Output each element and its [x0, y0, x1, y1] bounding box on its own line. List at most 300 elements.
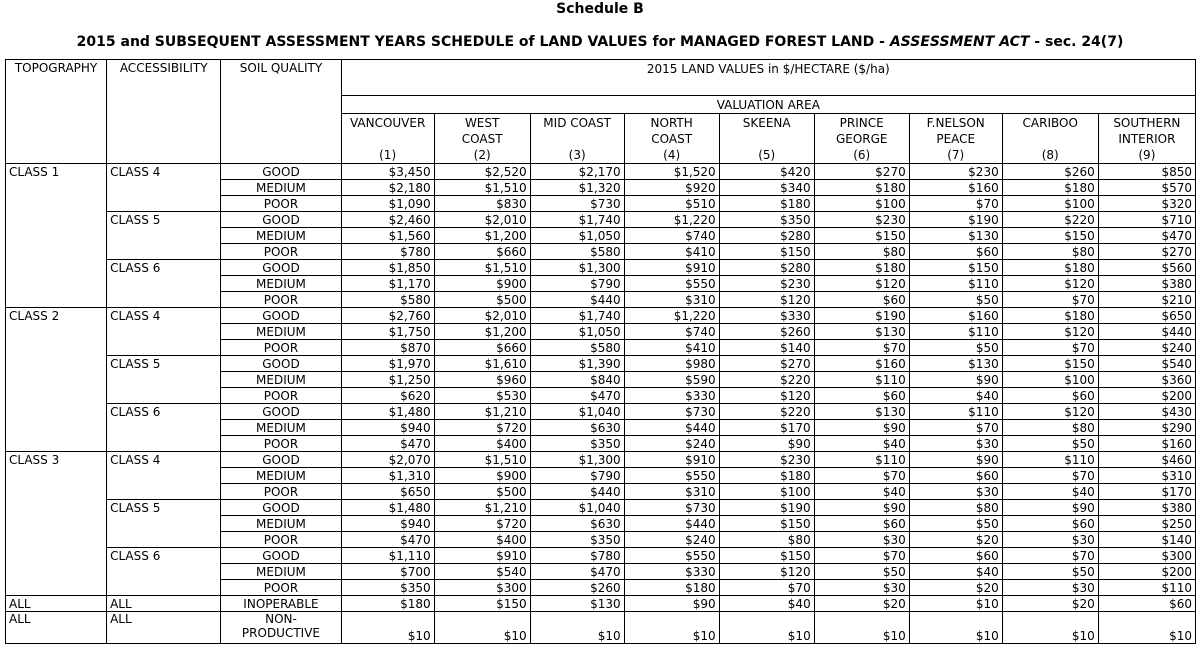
soil-line1: NON- — [265, 612, 297, 626]
value-cell: $160 — [1098, 436, 1195, 452]
value-cell: $170 — [1098, 484, 1195, 500]
value-cell: $350 — [719, 212, 814, 228]
subtitle-act-name: ASSESSMENT ACT — [889, 34, 1030, 50]
value-cell: $570 — [1098, 180, 1195, 196]
row-accessibility — [107, 564, 221, 580]
value-cell: $350 — [530, 436, 624, 452]
value-cell: $70 — [1002, 548, 1098, 564]
value-cell: $2,520 — [434, 164, 530, 180]
value-cell: $1,610 — [434, 356, 530, 372]
value-cell: $730 — [624, 404, 719, 420]
row-accessibility — [107, 580, 221, 596]
value-cell: $70 — [909, 420, 1002, 436]
value-cell: $630 — [530, 420, 624, 436]
value-cell: $130 — [909, 228, 1002, 244]
value-cell: $170 — [719, 420, 814, 436]
area-name-line1: WEST — [464, 116, 500, 130]
value-cell: $180 — [1002, 180, 1098, 196]
value-cell: $700 — [341, 564, 434, 580]
value-cell: $100 — [814, 196, 909, 212]
value-cell: $200 — [1098, 388, 1195, 404]
row-soil-quality: POOR — [221, 340, 341, 356]
value-cell: $280 — [719, 260, 814, 276]
value-cell: $10 — [434, 612, 530, 644]
row-soil-quality: POOR — [221, 244, 341, 260]
area-name-line2: GEORGE — [835, 132, 888, 146]
value-cell: $730 — [530, 196, 624, 212]
table-row — [6, 468, 1196, 484]
area-name-line2: COAST — [461, 132, 503, 146]
row-soil-quality: MEDIUM — [221, 420, 341, 436]
value-cell: $90 — [1002, 500, 1098, 516]
value-cell: $90 — [719, 436, 814, 452]
value-cell: $60 — [909, 548, 1002, 564]
table-row — [6, 292, 1196, 308]
value-cell: $1,200 — [434, 324, 530, 340]
area-name-line2 — [1006, 131, 1095, 147]
value-cell: $30 — [909, 484, 1002, 500]
value-cell: $500 — [434, 292, 530, 308]
value-cell: $1,200 — [434, 228, 530, 244]
value-cell: $320 — [1098, 196, 1195, 212]
value-cell: $440 — [530, 484, 624, 500]
value-cell: $1,170 — [341, 276, 434, 292]
area-name-line2: COAST — [651, 132, 693, 146]
row-soil-quality: GOOD — [221, 452, 341, 468]
row-topography: ALL — [6, 612, 107, 644]
value-cell: $120 — [719, 564, 814, 580]
header-area-5 — [719, 114, 814, 164]
value-cell: $1,050 — [530, 228, 624, 244]
row-accessibility: CLASS 4 — [107, 164, 221, 180]
value-cell: $470 — [341, 532, 434, 548]
table-row — [6, 244, 1196, 260]
value-cell: $200 — [1098, 564, 1195, 580]
area-number: (2) — [473, 148, 491, 162]
row-accessibility — [107, 388, 221, 404]
value-cell: $60 — [814, 292, 909, 308]
value-cell: $60 — [909, 244, 1002, 260]
value-cell: $160 — [909, 180, 1002, 196]
value-cell: $940 — [341, 516, 434, 532]
header-area-3 — [530, 114, 624, 164]
row-soil-quality: GOOD — [221, 500, 341, 516]
value-cell: $910 — [624, 260, 719, 276]
subtitle-part1: 2015 and SUBSEQUENT ASSESSMENT YEARS SCHEDULE of LAND VALUES for MANAGED FOREST LAND - — [76, 34, 890, 50]
value-cell: $10 — [814, 612, 909, 644]
value-cell: $440 — [530, 292, 624, 308]
value-cell: $830 — [434, 196, 530, 212]
value-cell: $50 — [1002, 436, 1098, 452]
value-cell: $660 — [434, 340, 530, 356]
value-cell: $2,760 — [341, 308, 434, 324]
value-cell: $270 — [1098, 244, 1195, 260]
table-row — [6, 308, 1196, 324]
value-cell: $180 — [814, 180, 909, 196]
value-cell: $350 — [341, 580, 434, 596]
value-cell: $50 — [814, 564, 909, 580]
row-soil-quality: INOPERABLE — [221, 596, 341, 612]
value-cell: $180 — [341, 596, 434, 612]
row-accessibility — [107, 180, 221, 196]
table-row — [6, 164, 1196, 180]
row-topography — [6, 228, 107, 244]
value-cell: $150 — [434, 596, 530, 612]
row-soil-quality: MEDIUM — [221, 324, 341, 340]
row-topography: ALL — [6, 596, 107, 612]
value-cell: $920 — [624, 180, 719, 196]
value-cell: $1,300 — [530, 452, 624, 468]
row-topography: CLASS 1 — [6, 164, 107, 180]
row-topography — [6, 500, 107, 516]
value-cell: $540 — [434, 564, 530, 580]
row-accessibility — [107, 516, 221, 532]
value-cell: $1,040 — [530, 500, 624, 516]
value-cell: $120 — [719, 292, 814, 308]
table-row — [6, 372, 1196, 388]
value-cell: $60 — [1098, 596, 1195, 612]
table-row-nonproductive — [6, 612, 1196, 644]
value-cell: $90 — [909, 372, 1002, 388]
value-cell: $30 — [814, 532, 909, 548]
value-cell: $190 — [719, 500, 814, 516]
value-cell: $440 — [624, 420, 719, 436]
row-soil-quality: POOR — [221, 484, 341, 500]
value-cell: $1,220 — [624, 308, 719, 324]
value-cell: $70 — [814, 468, 909, 484]
area-name-line1: SOUTHERN — [1113, 116, 1181, 130]
value-cell: $230 — [909, 164, 1002, 180]
schedule-title: Schedule B — [556, 1, 644, 17]
value-cell: $980 — [624, 356, 719, 372]
value-cell: $180 — [1002, 308, 1098, 324]
value-cell: $100 — [1002, 372, 1098, 388]
area-name-line1: SKEENA — [742, 116, 791, 130]
value-cell: $1,220 — [624, 212, 719, 228]
value-cell: $230 — [719, 452, 814, 468]
area-number: (5) — [758, 148, 776, 162]
value-cell: $120 — [1002, 324, 1098, 340]
table-row — [6, 516, 1196, 532]
row-soil-quality: MEDIUM — [221, 228, 341, 244]
row-topography — [6, 324, 107, 340]
value-cell: $110 — [909, 404, 1002, 420]
value-cell: $10 — [341, 612, 434, 644]
value-cell: $70 — [1002, 292, 1098, 308]
value-cell: $330 — [624, 388, 719, 404]
value-cell: $100 — [719, 484, 814, 500]
value-cell: $360 — [1098, 372, 1195, 388]
row-topography — [6, 292, 107, 308]
subtitle-part2: - sec. 24(7) — [1029, 34, 1124, 50]
soil-line2: PRODUCTIVE — [241, 626, 321, 640]
value-cell: $1,560 — [341, 228, 434, 244]
value-cell: $2,170 — [530, 164, 624, 180]
area-name-line2: PEACE — [936, 132, 976, 146]
table-row — [6, 580, 1196, 596]
row-accessibility — [107, 228, 221, 244]
table-row — [6, 548, 1196, 564]
value-cell: $1,510 — [434, 180, 530, 196]
value-cell: $380 — [1098, 500, 1195, 516]
row-accessibility: CLASS 6 — [107, 548, 221, 564]
row-soil-quality: GOOD — [221, 356, 341, 372]
value-cell: $30 — [1002, 532, 1098, 548]
value-cell: $870 — [341, 340, 434, 356]
value-cell: $1,390 — [530, 356, 624, 372]
value-cell: $150 — [719, 244, 814, 260]
value-cell: $160 — [909, 308, 1002, 324]
row-topography — [6, 532, 107, 548]
table-row — [6, 260, 1196, 276]
row-topography — [6, 436, 107, 452]
value-cell: $110 — [1002, 452, 1098, 468]
value-cell: $80 — [1002, 244, 1098, 260]
row-topography — [6, 276, 107, 292]
row-accessibility — [107, 532, 221, 548]
table-row — [6, 228, 1196, 244]
value-cell: $650 — [341, 484, 434, 500]
value-cell: $440 — [624, 516, 719, 532]
value-cell: $260 — [530, 580, 624, 596]
value-cell: $130 — [814, 404, 909, 420]
value-cell: $900 — [434, 468, 530, 484]
table-row — [6, 564, 1196, 580]
value-cell: $780 — [341, 244, 434, 260]
area-name-line1: PRINCE — [839, 116, 884, 130]
row-soil-quality — [221, 612, 341, 644]
value-cell: $40 — [909, 388, 1002, 404]
area-number: (3) — [568, 148, 586, 162]
row-topography — [6, 564, 107, 580]
value-cell: $80 — [909, 500, 1002, 516]
table-row — [6, 212, 1196, 228]
row-accessibility — [107, 196, 221, 212]
value-cell: $190 — [814, 308, 909, 324]
row-soil-quality: POOR — [221, 436, 341, 452]
row-soil-quality: MEDIUM — [221, 564, 341, 580]
value-cell: $1,480 — [341, 404, 434, 420]
value-cell: $30 — [909, 436, 1002, 452]
value-cell: $120 — [1002, 276, 1098, 292]
value-cell: $1,740 — [530, 212, 624, 228]
row-topography — [6, 212, 107, 228]
value-cell: $410 — [624, 244, 719, 260]
value-cell: $270 — [814, 164, 909, 180]
row-topography — [6, 404, 107, 420]
value-cell: $580 — [530, 244, 624, 260]
value-cell: $340 — [719, 180, 814, 196]
value-cell: $460 — [1098, 452, 1195, 468]
table-row — [6, 436, 1196, 452]
value-cell: $470 — [341, 436, 434, 452]
value-cell: $40 — [814, 484, 909, 500]
row-soil-quality: GOOD — [221, 308, 341, 324]
value-cell: $30 — [1002, 580, 1098, 596]
value-cell: $410 — [624, 340, 719, 356]
table-row — [6, 276, 1196, 292]
value-cell: $10 — [1098, 612, 1195, 644]
schedule-subtitle — [0, 33, 1200, 51]
value-cell: $380 — [1098, 276, 1195, 292]
table-row — [6, 388, 1196, 404]
row-accessibility: CLASS 6 — [107, 260, 221, 276]
value-cell: $440 — [1098, 324, 1195, 340]
row-soil-quality: MEDIUM — [221, 516, 341, 532]
value-cell: $130 — [530, 596, 624, 612]
row-soil-quality: POOR — [221, 292, 341, 308]
table-row — [6, 420, 1196, 436]
value-cell: $1,850 — [341, 260, 434, 276]
value-cell: $580 — [530, 340, 624, 356]
value-cell: $250 — [1098, 516, 1195, 532]
row-accessibility: ALL — [107, 612, 221, 644]
value-cell: $90 — [909, 452, 1002, 468]
value-cell: $70 — [1002, 340, 1098, 356]
value-cell: $1,090 — [341, 196, 434, 212]
value-cell: $180 — [1002, 260, 1098, 276]
value-cell: $420 — [719, 164, 814, 180]
value-cell: $510 — [624, 196, 719, 212]
table-row — [6, 180, 1196, 196]
value-cell: $350 — [530, 532, 624, 548]
value-cell: $280 — [719, 228, 814, 244]
row-topography — [6, 484, 107, 500]
value-cell: $960 — [434, 372, 530, 388]
value-cell: $560 — [1098, 260, 1195, 276]
row-topography — [6, 420, 107, 436]
row-soil-quality: GOOD — [221, 260, 341, 276]
value-cell: $20 — [814, 596, 909, 612]
area-name-line1: VANCOUVER — [349, 116, 426, 130]
table-row — [6, 500, 1196, 516]
header-area-1 — [341, 114, 434, 164]
value-cell: $60 — [1002, 516, 1098, 532]
value-cell: $910 — [434, 548, 530, 564]
row-accessibility: CLASS 5 — [107, 212, 221, 228]
value-cell: $1,750 — [341, 324, 434, 340]
area-name-line2 — [723, 131, 811, 147]
value-cell: $110 — [814, 452, 909, 468]
row-accessibility — [107, 276, 221, 292]
value-cell: $290 — [1098, 420, 1195, 436]
area-number: (8) — [1041, 148, 1059, 162]
value-cell: $20 — [909, 580, 1002, 596]
value-cell: $10 — [1002, 612, 1098, 644]
value-cell: $710 — [1098, 212, 1195, 228]
value-cell: $790 — [530, 276, 624, 292]
value-cell: $1,050 — [530, 324, 624, 340]
area-name-line1: MID COAST — [543, 116, 612, 130]
value-cell: $150 — [1002, 356, 1098, 372]
value-cell: $1,480 — [341, 500, 434, 516]
area-name-line2 — [534, 131, 621, 147]
row-topography — [6, 196, 107, 212]
header-valuation-area: VALUATION AREA — [341, 96, 1195, 114]
area-name-line2 — [345, 131, 431, 147]
value-cell: $150 — [1002, 228, 1098, 244]
value-cell: $530 — [434, 388, 530, 404]
value-cell: $330 — [624, 564, 719, 580]
value-cell: $90 — [814, 420, 909, 436]
value-cell: $470 — [1098, 228, 1195, 244]
row-soil-quality: MEDIUM — [221, 180, 341, 196]
value-cell: $630 — [530, 516, 624, 532]
value-cell: $70 — [814, 548, 909, 564]
table-row — [6, 532, 1196, 548]
value-cell: $2,180 — [341, 180, 434, 196]
header-accessibility: ACCESSIBILITY — [107, 60, 221, 164]
row-accessibility — [107, 324, 221, 340]
value-cell: $650 — [1098, 308, 1195, 324]
value-cell: $110 — [1098, 580, 1195, 596]
table-row — [6, 196, 1196, 212]
value-cell: $730 — [624, 500, 719, 516]
value-cell: $470 — [530, 388, 624, 404]
value-cell: $740 — [624, 324, 719, 340]
value-cell: $740 — [624, 228, 719, 244]
area-number: (4) — [663, 148, 681, 162]
value-cell: $330 — [719, 308, 814, 324]
value-cell: $110 — [814, 372, 909, 388]
value-cell: $2,460 — [341, 212, 434, 228]
area-number: (7) — [947, 148, 965, 162]
value-cell: $470 — [530, 564, 624, 580]
value-cell: $60 — [909, 468, 1002, 484]
value-cell: $310 — [624, 484, 719, 500]
table-row — [6, 452, 1196, 468]
value-cell: $2,010 — [434, 212, 530, 228]
value-cell: $1,740 — [530, 308, 624, 324]
value-cell: $110 — [909, 276, 1002, 292]
area-number: (9) — [1138, 148, 1156, 162]
value-cell: $120 — [814, 276, 909, 292]
row-soil-quality: POOR — [221, 388, 341, 404]
row-topography: CLASS 2 — [6, 308, 107, 324]
row-accessibility: CLASS 6 — [107, 404, 221, 420]
header-area-6 — [814, 114, 909, 164]
value-cell: $160 — [814, 356, 909, 372]
value-cell: $220 — [1002, 212, 1098, 228]
row-soil-quality: MEDIUM — [221, 372, 341, 388]
value-cell: $60 — [814, 516, 909, 532]
header-soil-quality: SOIL QUALITY — [221, 60, 341, 164]
value-cell: $400 — [434, 532, 530, 548]
value-cell: $50 — [909, 292, 1002, 308]
value-cell: $550 — [624, 548, 719, 564]
row-soil-quality: GOOD — [221, 404, 341, 420]
value-cell: $1,970 — [341, 356, 434, 372]
row-topography — [6, 468, 107, 484]
value-cell: $1,310 — [341, 468, 434, 484]
value-cell: $190 — [909, 212, 1002, 228]
row-accessibility — [107, 436, 221, 452]
value-cell: $400 — [434, 436, 530, 452]
value-cell: $900 — [434, 276, 530, 292]
value-cell: $80 — [814, 244, 909, 260]
value-cell: $2,070 — [341, 452, 434, 468]
row-accessibility — [107, 340, 221, 356]
value-cell: $150 — [814, 228, 909, 244]
row-soil-quality: GOOD — [221, 548, 341, 564]
value-cell: $90 — [814, 500, 909, 516]
value-cell: $910 — [624, 452, 719, 468]
value-cell: $120 — [1002, 404, 1098, 420]
header-land-values: 2015 LAND VALUES in $/HECTARE ($/ha) — [341, 60, 1195, 96]
value-cell: $2,010 — [434, 308, 530, 324]
value-cell: $60 — [814, 388, 909, 404]
value-cell: $500 — [434, 484, 530, 500]
